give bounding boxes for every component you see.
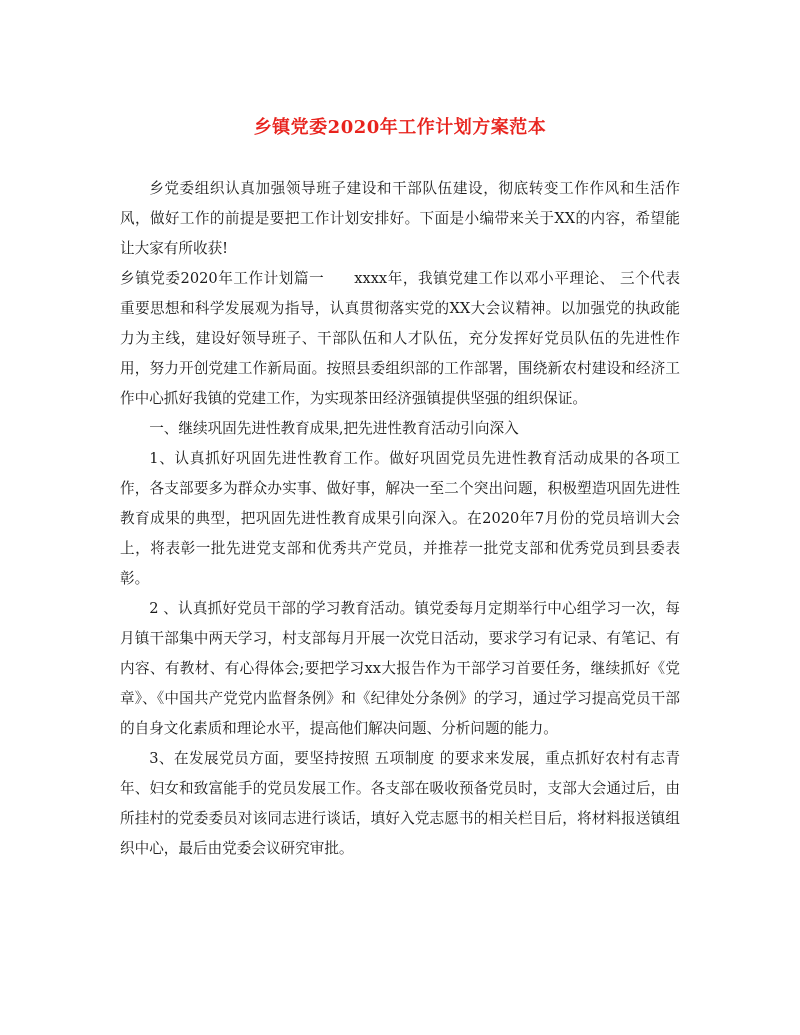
document-title: 乡镇党委2020年工作计划方案范本 — [253, 117, 547, 138]
plan-paragraph — [120, 264, 680, 414]
document-body — [120, 174, 680, 864]
item-2-paragraph: 2 、认真抓好党员干部的学习教育活动。镇党委每月定期举行中心组学习一次，每月镇干部集中两天学习，村支部每月开展一次党日活动，要求学习有记录、有笔记、有内容、有教材、有心得体会;要把学习xx大报告作为干部学习首要任务，继续抓好《党章》、《中国共产党党内监督条例》和《纪律处分条例》的学习，通过学习提高党员干部的自身文化素质和理论水平，提高他们解决问题、分析问题的能力。 — [120, 600, 680, 737]
intro-paragraph: 乡党委组织认真加强领导班子建设和干部队伍建设，彻底转变工作作风和生活作风，做好工作的前提是要把工作计划安排好。下面是小编带来关于XX的内容，希望能让大家有所收获! — [120, 180, 680, 257]
item-1-paragraph: 1、认真抓好巩固先进性教育工作。做好巩固党员先进性教育活动成果的各项工作，各支部要多为群众办实事、做好事，解决一至二个突出问题，积极塑造巩固先进性教育成果的典型，把巩固先进性教育成果引向深入。在2020年7月份的党员培训大会上，将表彰一批先进党支部和优秀共产党员，并推荐一批党支部和优秀党员到县委表彰。 — [120, 450, 680, 587]
item-3-paragraph: 3、在发展党员方面，要坚持按照 五项制度 的要求来发展，重点抓好农村有志青年、妇女和致富能手的党员发展工作。各支部在吸收预备党员时，支部大会通过后，由所挂村的党委委员对该同志进行谈话，填好入党志愿书的相关栏目后，将材料报送镇组织中心，最后由党委会议研究审批。 — [120, 750, 680, 857]
plan-body: xxxx年，我镇党建工作以邓小平理论、 三个代表 重要思想和科学发展观为指导，认真贯彻落实党的XX大会议精神。以加强党的执政能力为主线，建设好领导班子、干部队伍和人才队伍，充分发挥好党员队伍的先进性作用，努力开创党建工作新局面。按照县委组织部的工作部署，围绕新农村建设和经济工作中心抓好我镇的党建工作，为实现茶田经济强镇提供坚强的组织保证。 — [120, 270, 680, 407]
plan-heading: 乡镇党委2020年工作计划篇一 — [120, 270, 325, 287]
section-heading-1: 一、继续巩固先进性教育成果,把先进性教育活动引向深入 — [149, 420, 519, 437]
